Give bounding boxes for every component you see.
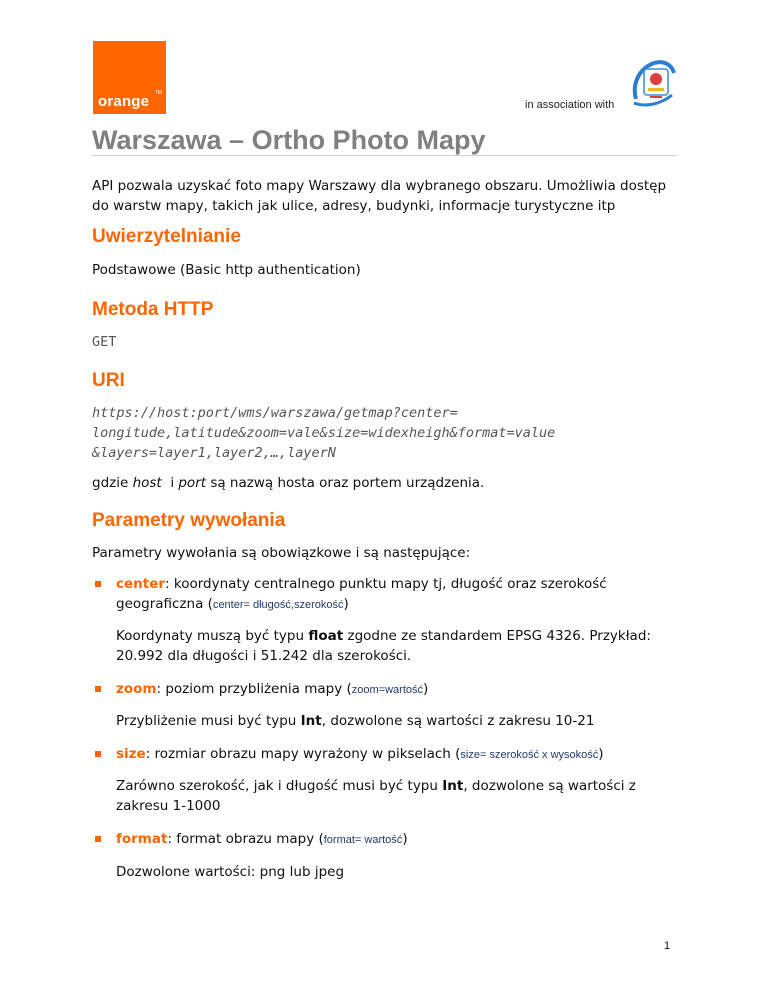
param-format-desc-b: ) [402,831,408,847]
param-size [116,744,604,765]
center-note-float: float [308,628,344,644]
center-note-1b: zgodne ze standardem EPSG 4326. Przykład: [343,628,651,644]
param-size-desc-a: : rozmiar obrazu mapy wyrażony w pikselach ( [145,746,461,762]
param-zoom-name: zoom [116,681,157,697]
param-format-syntax: format= wartość [323,834,403,846]
logo-tm: TM [154,90,162,96]
partner-logo-icon [630,55,676,117]
uri-line-1: https://host:port/wms/warszawa/getmap?center= [92,405,458,421]
param-format-note: Dozwolone wartości: png lub jpeg [116,864,345,880]
param-center-name: center [116,576,166,592]
param-zoom-desc-b: ) [423,681,429,697]
size-note-1a: Zarówno szerokość, jak i długość musi być typu [116,778,443,794]
param-format [116,829,408,850]
bullet-size [95,751,101,757]
param-center-desc-2a: geograficzna ( [116,596,213,612]
method-heading: Metoda HTTP [92,299,214,320]
param-center [116,574,607,615]
logo-text: orange [98,93,150,110]
param-size-desc-b: ) [598,746,604,762]
param-size-name: size [116,746,146,762]
param-format-desc-a: : format obrazu mapy ( [167,831,324,847]
param-size-note [116,776,636,816]
params-heading: Parametry wywołania [92,510,286,531]
uri-note-suffix: są nazwą hosta oraz portem urządzenia. [206,475,485,491]
zoom-note-int: Int [300,713,322,729]
intro-line-1: API pozwala uzyskać foto mapy Warszawy dla wybranego obszaru. Umożliwia dostęp [92,178,667,194]
title-divider [92,155,677,156]
uri-note-prefix: gdzie [92,475,133,491]
association-text: in association with [525,99,615,111]
param-format-name: format [116,831,168,847]
center-note-1a: Koordynaty muszą być typu [116,628,309,644]
uri-note-host: host [132,475,162,491]
size-note-int: Int [442,778,464,794]
param-size-syntax: size= szerokość x wysokość [460,749,599,761]
intro-line-2: do warstw mapy, takich jak ulice, adresy, budynki, informacje turystyczne itp [92,198,616,214]
uri-line-2: longitude,latitude&zoom=vale&size=widexheigh&format=value [92,425,556,441]
bullet-zoom [95,686,101,692]
bullet-format [95,836,101,842]
size-note-1b: , dozwolone są wartości z [463,778,636,794]
zoom-note-a: Przybliżenie musi być typu [116,713,301,729]
param-zoom-desc-a: : poziom przybliżenia mapy ( [156,681,352,697]
uri-line-3: &layers=layer1,layer2,…,layerN [92,445,336,461]
orange-logo [93,41,166,114]
uri-note [92,473,484,493]
auth-heading: Uwierzytelnianie [92,226,241,247]
intro-paragraph [92,176,666,216]
method-value: GET [92,334,117,350]
uri-note-port: port [178,475,207,491]
param-zoom-note [116,711,594,731]
param-center-desc-1: : koordynaty centralnego punktu mapy tj, długość oraz szerokość [165,576,607,592]
auth-text: Podstawowe (Basic http authentication) [92,262,361,278]
zoom-note-b: , dozwolone są wartości z zakresu 10-21 [321,713,595,729]
bullet-center [95,581,101,587]
param-zoom [116,679,428,700]
param-center-note [116,626,651,666]
param-center-desc-2b: ) [343,596,349,612]
param-zoom-syntax: zoom=wartość [351,684,423,696]
param-center-syntax: center= długość,szerokość [212,599,344,611]
size-note-2: zakresu 1-1000 [116,798,221,814]
uri-heading: URI [92,370,125,391]
params-intro: Parametry wywołania są obowiązkowe i są następujące: [92,545,471,561]
page-number: 1 [664,940,671,952]
center-note-2: 20.992 dla długości i 51.242 dla szerokości. [116,648,412,664]
page-title: Warszawa – Ortho Photo Mapy [92,125,486,155]
uri-block [92,403,555,463]
uri-note-and: i [161,475,179,491]
